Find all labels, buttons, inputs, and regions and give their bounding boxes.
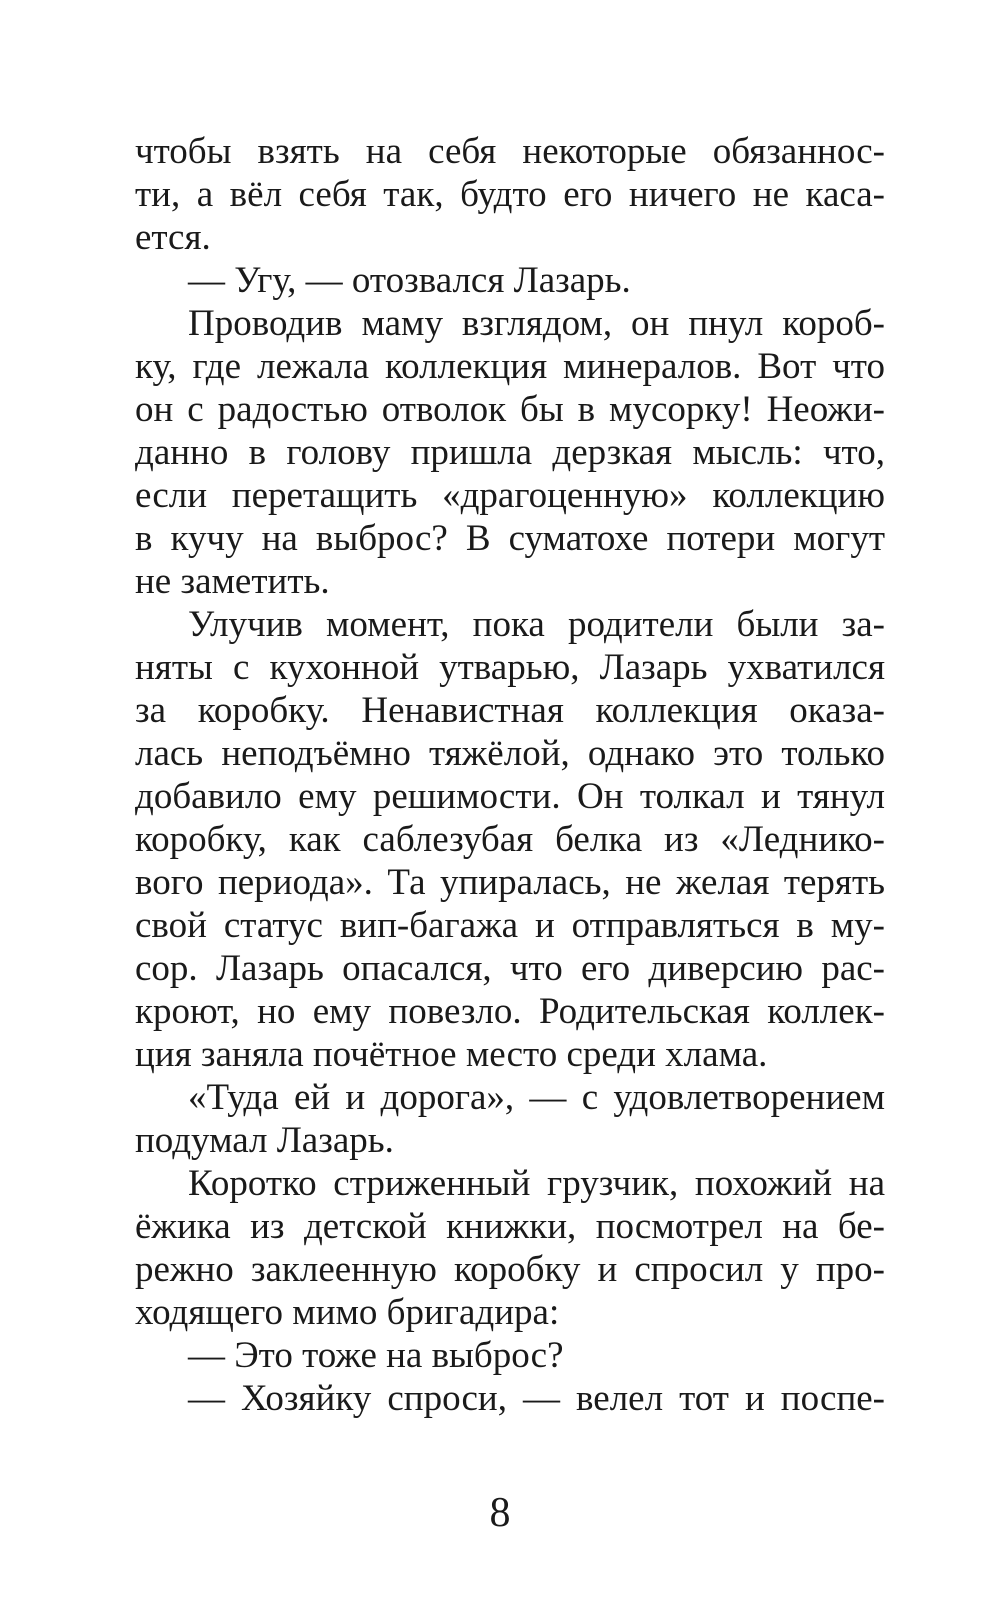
text-line: если перетащить «драгоценную» коллекцию xyxy=(135,475,885,516)
text-line: «Туда ей и дорога», — с удовлетворением xyxy=(188,1077,885,1118)
body-text xyxy=(135,130,885,1420)
text-line: коробку, как саблезубая белка из «Леднико- xyxy=(135,819,885,860)
text-line: ется. xyxy=(135,217,211,258)
text-line: Коротко стриженный грузчик, похожий на xyxy=(188,1163,885,1204)
text-line: Проводив маму взглядом, он пнул короб- xyxy=(188,303,885,344)
text-line: — Это тоже на выброс? xyxy=(188,1335,564,1376)
text-line: ку, где лежала коллекция минералов. Вот что xyxy=(135,346,885,387)
text-line: режно заклеенную коробку и спросил у про- xyxy=(135,1249,885,1290)
text-line: ция заняла почётное место среди хлама. xyxy=(135,1034,768,1075)
text-line: он с радостью отволок бы в мусорку! Неожи- xyxy=(135,389,885,430)
text-line: добавило ему решимости. Он толкал и тянул xyxy=(135,776,885,817)
text-line: в кучу на выброс? В суматохе потери могут xyxy=(135,518,885,559)
text-line: ходящего мимо бригадира: xyxy=(135,1292,560,1333)
text-line: — Хозяйку спроси, — велел тот и поспе- xyxy=(188,1378,885,1419)
text-line: свой статус вип-багажа и отправляться в му- xyxy=(135,905,885,946)
text-line: няты с кухонной утварью, Лазарь ухватился xyxy=(135,647,885,688)
text-line: ти, а вёл себя так, будто его ничего не каса- xyxy=(135,174,885,215)
text-line: — Угу, — отозвался Лазарь. xyxy=(188,260,631,301)
text-line: лась неподъёмно тяжёлой, однако это только xyxy=(135,733,885,774)
text-line: чтобы взять на себя некоторые обязаннос- xyxy=(135,131,885,172)
text-line: за коробку. Ненавистная коллекция оказа- xyxy=(135,690,885,731)
text-line: Улучив момент, пока родители были за- xyxy=(188,604,885,645)
text-line: вого периода». Та упиралась, не желая терять xyxy=(135,862,885,903)
text-line: сор. Лазарь опасался, что его диверсию рас- xyxy=(135,948,885,989)
text-line: кроют, но ему повезло. Родительская коллек- xyxy=(135,991,885,1032)
text-line: ёжика из детской книжки, посмотрел на бе- xyxy=(135,1206,885,1247)
text-line: подумал Лазарь. xyxy=(135,1120,394,1161)
text-line: данно в голову пришла дерзкая мысль: что, xyxy=(135,432,885,473)
text-line: не заметить. xyxy=(135,561,330,602)
page-number: 8 xyxy=(489,1490,511,1536)
